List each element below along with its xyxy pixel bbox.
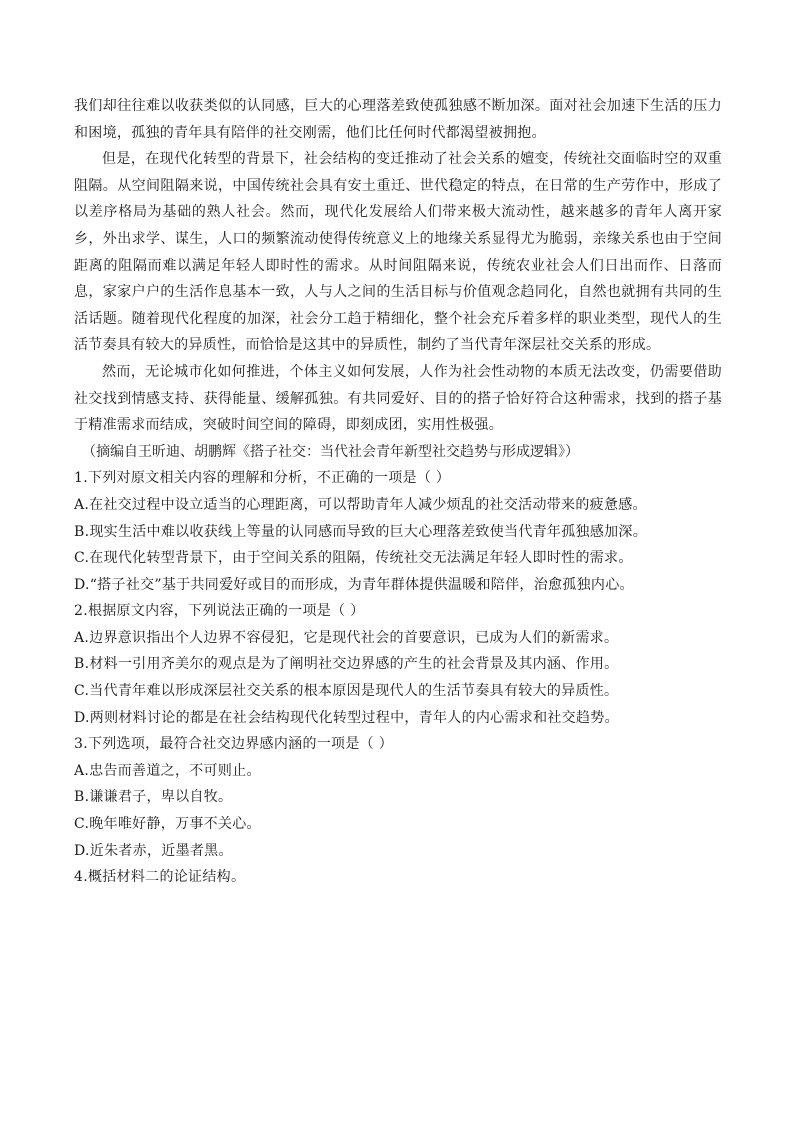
question-option: A.忠告而善道之，不可则止。: [74, 762, 261, 779]
question-option: D.“搭子社交”基于共同爱好或目的而形成，为青年群体提供温暖和陪伴，治愈孤独内心。: [74, 576, 634, 593]
article-source: （摘编自王昕迪、胡鹏辉《搭子社交：当代社会青年新型社交趋势与形成逻辑》）: [82, 443, 579, 460]
question-option: B.谦谦君子，卑以自牧。: [74, 789, 233, 806]
question-option: B.现实生活中难以收获线上等量的认同感而导致的巨大心理落差致使当代青年孤独感加深。: [74, 523, 648, 540]
question-2: [74, 598, 722, 731]
question-option: A.边界意识指出个人边界不容侵犯，它是现代社会的首要意识，已成为人们的新需求。: [74, 629, 619, 646]
question-stem: 4.概括材料二的论证结构。: [74, 869, 246, 886]
question-1: [74, 465, 722, 598]
document-page: [74, 93, 722, 891]
article-paragraph-3: 然而，无论城市化如何推进，个体主义如何发展，人作为社会性动物的本质无法改变，仍需要借助社交找到情感支持、获得能量、缓解孤独。有共同爱好、目的的搭子恰好符合这种需求，找到的搭子基于精准需求而结成，突破时间空间的障碍，即刻成团，实用性极强。: [74, 363, 722, 434]
question-stem: 3.下列选项，最符合社交边界感内涵的一项是（ ）: [74, 736, 394, 753]
question-option: C.晚年唯好静，万事不关心。: [74, 816, 261, 833]
question-stem: 1.下列对原文相关内容的理解和分析，不正确的一项是（ ）: [74, 470, 451, 487]
question-option: B.材料一引用齐美尔的观点是为了阐明社交边界感的产生的社会背景及其内涵、作用。: [74, 656, 619, 673]
question-4: [74, 864, 722, 891]
question-option: C.在现代化转型背景下，由于空间关系的阻隔，传统社交无法满足年轻人即时性的需求。: [74, 550, 633, 567]
question-option: A.在社交过程中设立适当的心理距离，可以帮助青年人减少烦乱的社交活动带来的疲惫感。: [74, 496, 647, 513]
question-3: [74, 731, 722, 864]
question-option: D.两则材料讨论的都是在社会结构现代化转型过程中，青年人的内心需求和社交趋势。: [74, 709, 619, 726]
question-option: C.当代青年难以形成深层社交关系的根本原因是现代人的生活节奏具有较大的异质性。: [74, 683, 619, 700]
article-paragraph-2: 但是，在现代化转型的背景下，社会结构的变迁推动了社会关系的嬗变，传统社交面临时空的双重阻隔。从空间阻隔来说，中国传统社会具有安土重迁、世代稳定的特点，在日常的生产劳作中，形成了以差序格局为基础的熟人社会。然而，现代化发展给人们带来极大流动性，越来越多的青年人离开家乡，外出求学、谋生，人口的频繁流动使得传统意义上的地缘关系显得尤为脆弱，亲缘关系也由于空间距离的阻隔而难以满足年轻人即时性的需求。从时间阻隔来说，传统农业社会人们日出而作、日落而息，家家户户的生活作息基本一致，人与人之间的生活目标与价值观念趋同化，自然也就拥有共同的生活话题。随着现代化程度的加深，社会分工趋于精细化，整个社会充斥着多样的职业类型，现代人的生活节奏具有较大的异质性，而恰恰是这其中的异质性，制约了当代青年深层社交关系的形成。: [74, 151, 722, 354]
question-stem: 2.根据原文内容，下列说法正确的一项是（ ）: [74, 603, 365, 620]
question-option: D.近朱者赤，近墨者黑。: [74, 842, 233, 859]
article-paragraph-1: 我们却往往难以收获类似的认同感，巨大的心理落差致使孤独感不断加深。面对社会加速下生活的压力和困境，孤独的青年具有陪伴的社交刚需，他们比任何时代都渴望被拥抱。: [74, 98, 722, 141]
